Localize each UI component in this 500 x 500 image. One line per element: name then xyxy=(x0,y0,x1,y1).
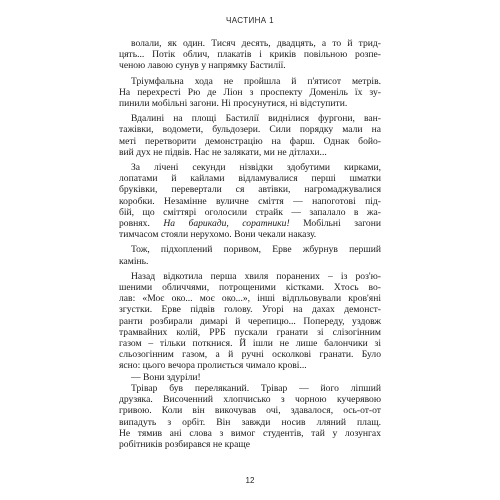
text-line xyxy=(119,98,381,109)
text-run: шеними обличчями, потрощеними кістками. Хтось во- xyxy=(119,282,381,294)
text-line xyxy=(119,218,381,229)
text-run: Вдалині на площі Бастилії виднілися фургони, ван- xyxy=(131,113,381,125)
text-run: ранти розбирали димарі й черепицю... Попереду, уздовж xyxy=(119,315,381,327)
text-line xyxy=(119,173,381,184)
text-run: бій, що сміттярі оголосили страйк — запалало в жа- xyxy=(119,206,381,218)
text-run: — Вони здуріли! xyxy=(131,371,201,383)
text-run: Тож, підхоплений поривом, Ерве жбурнув перший xyxy=(131,244,381,256)
text-run: Назад відкотила перша хвиля поранених – із роз'ю- xyxy=(131,270,381,282)
text-run: На барикади, соратники! xyxy=(163,218,290,230)
text-run: газом – тільки поткнися. Й ішли не лише балончики зі xyxy=(119,338,381,350)
text-line xyxy=(119,327,381,338)
text-run: тажівки, водомети, бульдозери. Сили порядку мали на xyxy=(119,124,381,136)
text-run: ровнях. xyxy=(119,218,164,230)
text-run: Тріумфальна хода не пройшла й п'ятисот метрів. xyxy=(131,75,381,87)
text-run: ясно: цього вечора пролиється чимало крові... xyxy=(119,360,307,372)
running-header: ЧАСТИНА 1 xyxy=(225,16,275,25)
paragraph xyxy=(119,113,381,158)
text-line xyxy=(119,316,381,327)
text-run: друзяка. Височенний хлопчисько з чорною кучерявою xyxy=(119,394,381,406)
text-line xyxy=(119,282,381,293)
text-line xyxy=(119,49,381,60)
text-run: меті перетворити демонстрацію на фарш. Однак бойо- xyxy=(119,135,381,147)
text-run: гривою. Коли він викочував очі, здавалося, ось-от-от xyxy=(119,405,381,417)
text-line xyxy=(119,338,381,349)
text-run: сльозогінним газом, а й ручні осколкові гранати. Було xyxy=(119,349,381,361)
paragraph xyxy=(119,271,381,372)
text-run: вий дух не підвів. Нас не залякати, ми не дітлахи... xyxy=(119,146,327,158)
text-line xyxy=(119,271,381,282)
text-run: Трівар був переляканий. Трівар — його ліпший xyxy=(131,382,381,394)
text-run: пинили мобільні загони. Ні просунутися, ні відступити. xyxy=(119,98,348,110)
text-run: ченою лавою сунув у напрямку Бастилії. xyxy=(119,60,286,72)
text-line xyxy=(119,207,381,218)
text-line xyxy=(119,293,381,304)
text-run: лав: «Моє око... моє око...», інші відпльовували кров'яні xyxy=(119,293,381,305)
text-run: коробки. Незамінне вуличне сміття — напоготові під- xyxy=(119,195,381,207)
text-line xyxy=(119,360,381,371)
text-line xyxy=(119,244,381,255)
text-run: тимчасом стояли нерухомо. Вони чекали наказу. xyxy=(119,229,317,241)
text-line xyxy=(119,136,381,147)
text-run: бруківки, перевертали ся автівки, нагромаджувалися xyxy=(119,184,381,196)
text-line xyxy=(119,162,381,173)
text-line xyxy=(119,113,381,124)
paragraph xyxy=(119,244,381,266)
text-run: Мобільні загони xyxy=(289,218,381,230)
text-run: На перехресті Рю де Ліон з проспекту Доменіль їх зу- xyxy=(119,86,381,98)
text-line xyxy=(119,87,381,98)
paragraph xyxy=(119,38,381,72)
text-line xyxy=(119,405,381,416)
text-line xyxy=(119,394,381,405)
text-line xyxy=(119,372,381,383)
text-line xyxy=(119,60,381,71)
text-line xyxy=(119,304,381,315)
text-line xyxy=(119,439,381,450)
text-line xyxy=(119,196,381,207)
page-number: 12 xyxy=(245,476,255,485)
text-run: лопатами й кайлами відламувалися перші шматки xyxy=(119,173,381,185)
text-line xyxy=(119,184,381,195)
paragraph xyxy=(119,372,381,383)
text-run: Не тямив ані слова з вимог студентів, тай у лозунгах xyxy=(119,427,381,439)
body-text xyxy=(119,38,381,450)
text-run: трамвайних колій, РРБ пускали гранати зі слізогінним xyxy=(119,326,381,338)
text-line xyxy=(119,124,381,135)
text-line xyxy=(119,229,381,240)
text-line xyxy=(119,383,381,394)
text-run: цять... Потік облич, плакатів і криків повільною розпе- xyxy=(119,49,381,61)
text-run: згустки. Ерве підвів голову. Угорі на дахах демонст- xyxy=(119,304,381,316)
text-run: камінь. xyxy=(119,255,149,267)
text-run: випадуть з орбіт. Він завжди носив лляний плащ. xyxy=(119,416,381,428)
text-run: волали, як один. Тисяч десять, двадцять, а то й трид- xyxy=(131,38,381,49)
text-line xyxy=(119,349,381,360)
text-run: За лічені секунди нізвідки здобутими кирками, xyxy=(131,162,381,174)
text-run: робітників розбирався не краще xyxy=(119,438,251,450)
paragraph xyxy=(119,162,381,240)
text-line xyxy=(119,256,381,267)
text-line xyxy=(119,428,381,439)
text-line xyxy=(119,417,381,428)
text-line xyxy=(119,76,381,87)
text-line xyxy=(119,147,381,158)
text-line xyxy=(119,38,381,49)
paragraph xyxy=(119,383,381,450)
paragraph xyxy=(119,76,381,110)
